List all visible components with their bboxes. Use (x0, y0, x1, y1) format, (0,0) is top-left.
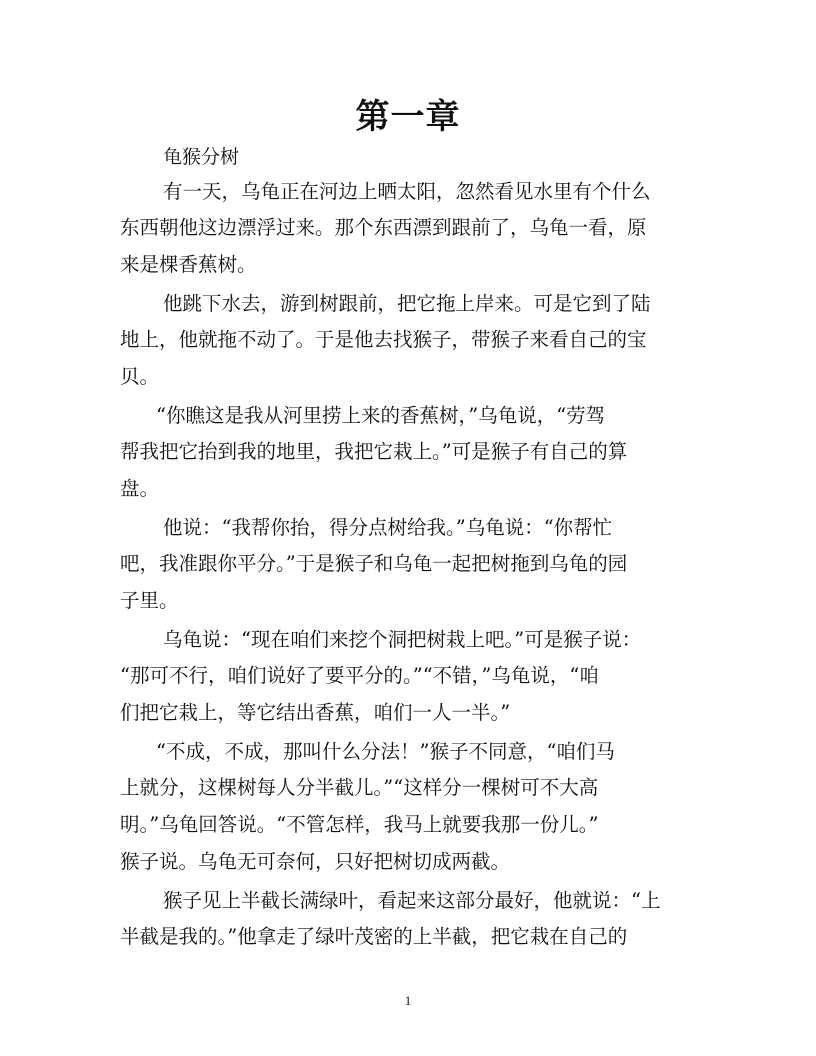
text-line: 有一天，乌龟正在河边上晒太阳，忽然看见水里有个什么 (163, 180, 651, 203)
text-line: 猴子说。乌龟无可奈何，只好把树切成两截。 (120, 850, 511, 873)
text-line: 猴子见上半截长满绿叶，看起来这部分最好，他就说：“上 (163, 889, 661, 912)
text-line: 帮我把它抬到我的地里，我把它栽上。”可是猴子有自己的算 (120, 440, 628, 463)
page-number: 1 (404, 993, 412, 1008)
story-title: 龟猴分树 (163, 146, 240, 168)
text-line: “那可不行，咱们说好了要平分的。”“不错，”乌龟说，“咱 (120, 664, 599, 687)
text-line: 他说：“我帮你抬，得分点树给我。”乌龟说：“你帮忙 (163, 516, 613, 539)
text-line: 半截是我的。”他拿走了绿叶茂密的上半截，把它栽在自己的 (120, 925, 628, 948)
text-line: 们把它栽上，等它结出香蕉，咱们一人一半。” (120, 701, 511, 724)
chapter-title: 第一章 (355, 97, 461, 137)
text-line: 上就分，这棵树每人分半截儿。”“这样分一棵树可不大高 (120, 776, 599, 799)
text-line: 贝。 (120, 365, 160, 388)
text-line: 东西朝他这边漂浮过来。那个东西漂到跟前了，乌龟一看，原 (120, 216, 647, 239)
text-line: 吧，我准跟你平分。”于是猴子和乌龟一起把树拖到乌龟的园 (120, 552, 628, 575)
text-line: 明。”乌龟回答说。“不管怎样，我马上就要我那一份儿。” (120, 813, 599, 836)
text-line: 乌龟说：“现在咱们来挖个洞把树栽上吧。”可是猴子说： (163, 628, 642, 651)
text-line: 子里。 (120, 589, 179, 612)
text-line: 他跳下水去，游到树跟前，把它拖上岸来。可是它到了陆 (163, 292, 651, 315)
text-line: “不成，不成，那叫什么分法！”猴子不同意，“咱们马 (156, 740, 615, 763)
text-line: 来是棵香蕉树。 (120, 253, 257, 276)
text-line: 盘。 (120, 477, 160, 500)
text-line: “你瞧这是我从河里捞上来的香蕉树，”乌龟说，“劳驾 (156, 404, 606, 427)
text-line: 地上，他就拖不动了。于是他去找猴子，带猴子来看自己的宝 (120, 328, 647, 351)
